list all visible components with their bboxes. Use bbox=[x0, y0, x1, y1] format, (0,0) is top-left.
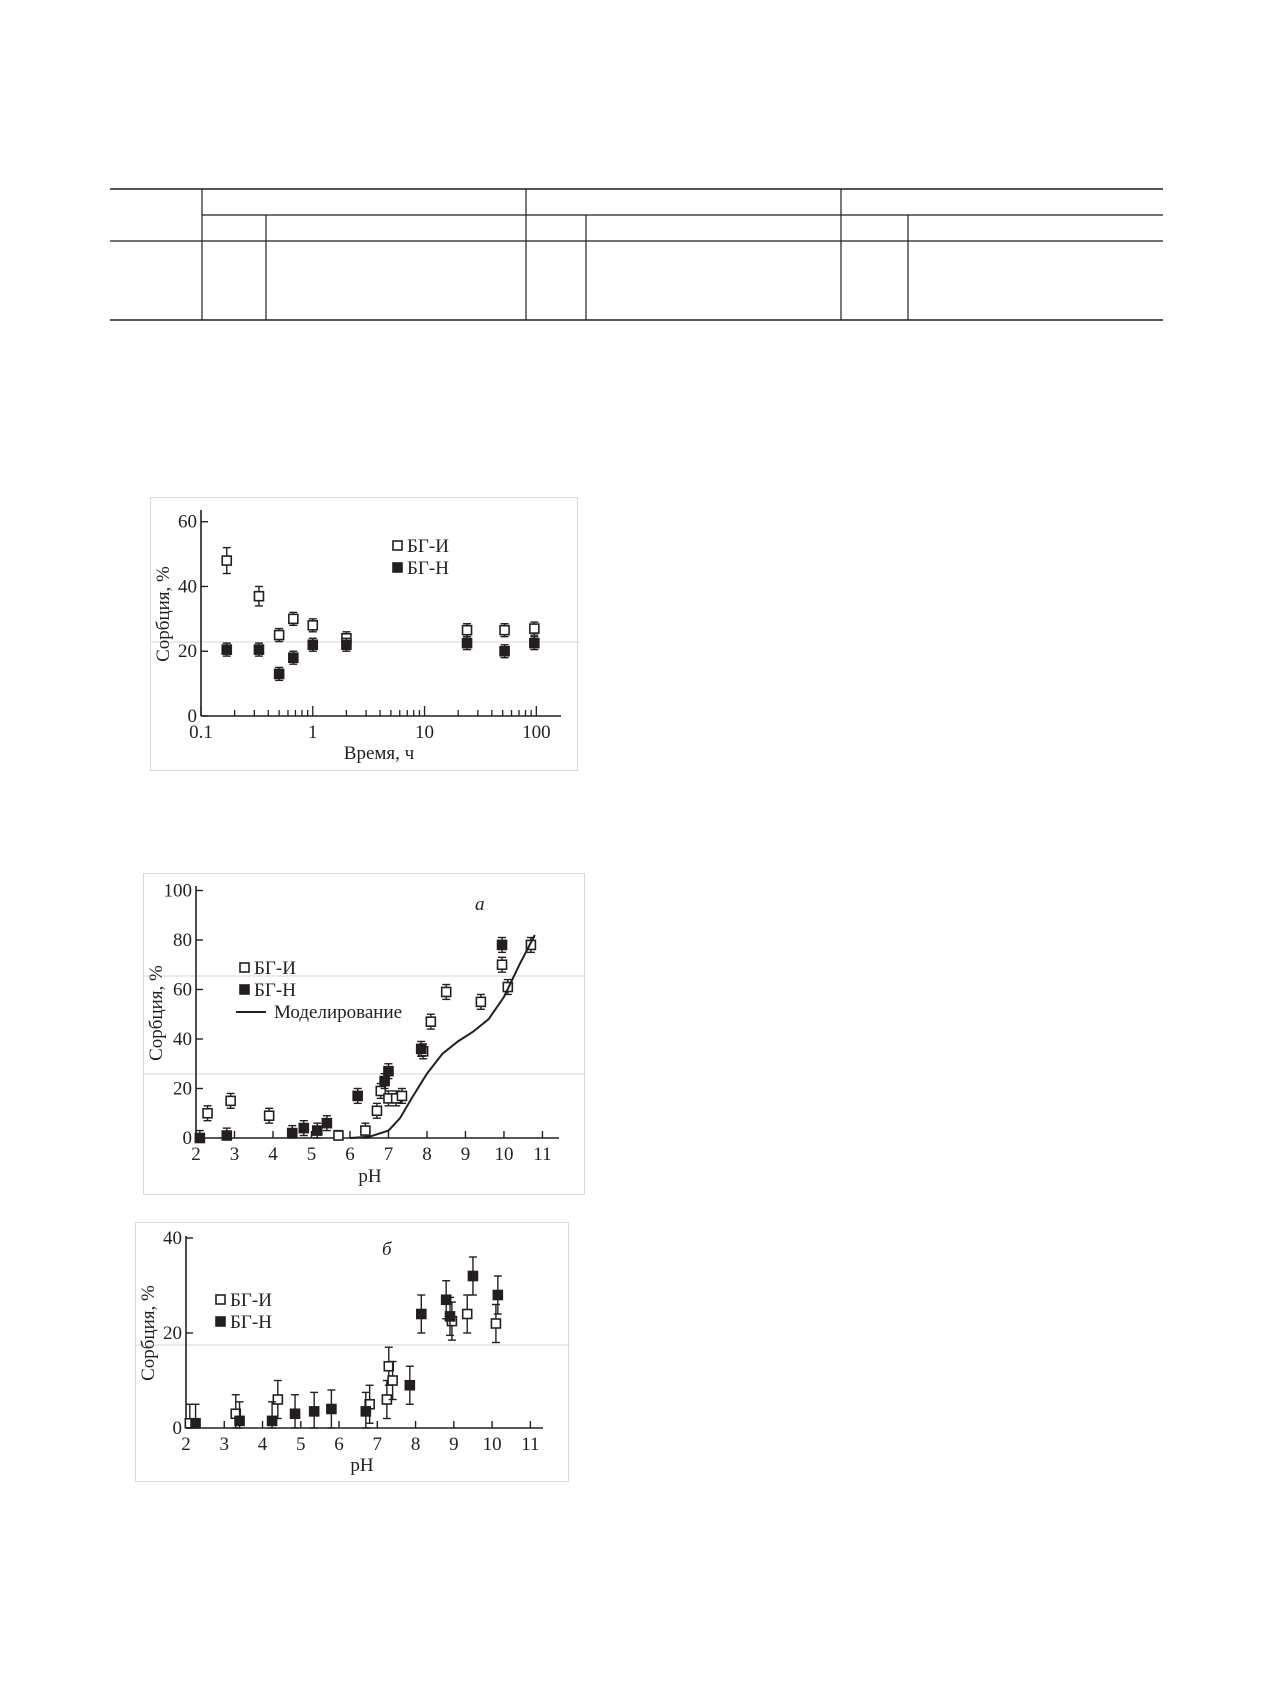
y-tick-label: 80 bbox=[173, 929, 192, 951]
x-tick-label: 9 bbox=[449, 1434, 459, 1455]
legend-label: БГ-И bbox=[254, 958, 296, 979]
data-point-open-square bbox=[397, 1091, 406, 1100]
y-tick-label: 20 bbox=[173, 1078, 192, 1100]
data-point-filled-square bbox=[405, 1381, 414, 1390]
data-point-open-square bbox=[530, 624, 539, 633]
x-tick-label: 3 bbox=[219, 1434, 230, 1455]
legend-filled-square-icon bbox=[216, 1317, 225, 1326]
panel-label: б bbox=[382, 1239, 392, 1260]
data-point-filled-square bbox=[468, 1272, 477, 1281]
data-point-filled-square bbox=[291, 1409, 300, 1418]
data-point-open-square bbox=[273, 1395, 282, 1404]
x-tick-label: 7 bbox=[372, 1434, 383, 1455]
chart-svg bbox=[144, 874, 586, 1196]
y-tick-label: 100 bbox=[163, 880, 192, 902]
x-axis-label: pH bbox=[358, 1166, 382, 1187]
x-tick-label: 10 bbox=[494, 1144, 514, 1165]
data-point-filled-square bbox=[313, 1126, 322, 1135]
y-tick-label: 0 bbox=[187, 706, 197, 727]
data-point-open-square bbox=[254, 592, 263, 601]
data-point-open-square bbox=[463, 1310, 472, 1319]
x-tick-label: 7 bbox=[383, 1144, 394, 1165]
data-point-filled-square bbox=[463, 639, 472, 648]
y-tick-label: 20 bbox=[178, 641, 197, 663]
data-point-filled-square bbox=[353, 1091, 362, 1100]
data-point-filled-square bbox=[384, 1067, 393, 1076]
legend-label: БГ-И bbox=[407, 536, 449, 557]
chart-sorption-vs-time bbox=[150, 497, 578, 771]
x-tick-label: 3 bbox=[229, 1144, 240, 1165]
data-point-open-square bbox=[491, 1319, 500, 1328]
y-tick-label: 40 bbox=[163, 1228, 182, 1249]
data-point-filled-square bbox=[275, 669, 284, 678]
data-point-filled-square bbox=[310, 1407, 319, 1416]
x-tick-label: 11 bbox=[521, 1434, 540, 1455]
data-point-filled-square bbox=[288, 1129, 297, 1138]
data-point-filled-square bbox=[446, 1312, 455, 1321]
legend-open-square-icon bbox=[240, 963, 249, 972]
y-tick-label: 40 bbox=[173, 1028, 192, 1050]
y-axis-label: Сорбция, % bbox=[146, 965, 167, 1061]
y-axis-label: Сорбция, % bbox=[153, 566, 174, 662]
data-point-filled-square bbox=[308, 640, 317, 649]
x-tick-label: 2 bbox=[191, 1144, 201, 1165]
data-point-open-square bbox=[265, 1111, 274, 1120]
data-point-open-square bbox=[222, 556, 231, 565]
x-tick-label: 9 bbox=[460, 1144, 471, 1165]
x-tick-label: 8 bbox=[410, 1434, 421, 1455]
chart-sorption-vs-ph-a bbox=[143, 873, 585, 1195]
data-point-open-square bbox=[289, 614, 298, 623]
x-axis-label: pH bbox=[350, 1455, 374, 1476]
x-tick-label: 10 bbox=[415, 722, 435, 743]
data-point-open-square bbox=[388, 1376, 397, 1385]
legend-filled-square-icon bbox=[240, 985, 249, 994]
x-tick-label: 100 bbox=[522, 722, 551, 743]
data-point-filled-square bbox=[195, 1134, 204, 1143]
legend-open-square-icon bbox=[393, 541, 402, 550]
data-point-open-square bbox=[226, 1096, 235, 1105]
data-point-open-square bbox=[308, 621, 317, 630]
x-tick-label: 10 bbox=[482, 1434, 502, 1455]
data-point-filled-square bbox=[361, 1407, 370, 1416]
data-point-open-square bbox=[372, 1106, 381, 1115]
data-point-filled-square bbox=[498, 940, 507, 949]
x-tick-label: 1 bbox=[308, 722, 318, 743]
y-tick-label: 40 bbox=[178, 576, 197, 598]
y-tick-label: 0 bbox=[182, 1128, 192, 1149]
x-tick-label: 6 bbox=[345, 1144, 355, 1165]
data-point-filled-square bbox=[327, 1405, 336, 1414]
legend-label: БГ-Н bbox=[230, 1312, 272, 1333]
legend-label: Моделирование bbox=[274, 1002, 403, 1023]
data-point-filled-square bbox=[299, 1124, 308, 1133]
y-tick-label: 60 bbox=[173, 979, 192, 1001]
legend-label: БГ-Н bbox=[407, 558, 449, 579]
data-point-open-square bbox=[442, 987, 451, 996]
x-tick-label: 5 bbox=[296, 1434, 306, 1455]
data-point-filled-square bbox=[500, 647, 509, 656]
x-tick-label: 8 bbox=[422, 1144, 432, 1165]
data-point-filled-square bbox=[530, 639, 539, 648]
data-point-filled-square bbox=[191, 1419, 200, 1428]
data-point-open-square bbox=[498, 960, 507, 969]
data-point-open-square bbox=[463, 626, 472, 635]
data-point-filled-square bbox=[268, 1416, 277, 1425]
panel-label: а bbox=[475, 894, 485, 915]
x-tick-label: 4 bbox=[268, 1144, 278, 1165]
data-point-filled-square bbox=[417, 1310, 426, 1319]
legend-open-square-icon bbox=[216, 1295, 225, 1304]
empty-table bbox=[110, 188, 1163, 321]
x-axis-label: Время, ч bbox=[343, 743, 415, 764]
x-tick-label: 2 bbox=[181, 1434, 191, 1455]
data-point-open-square bbox=[334, 1131, 343, 1140]
data-point-open-square bbox=[275, 631, 284, 640]
legend-filled-square-icon bbox=[393, 563, 402, 572]
chart-svg bbox=[151, 498, 579, 772]
x-tick-label: 0.1 bbox=[189, 722, 213, 743]
data-point-filled-square bbox=[493, 1291, 502, 1300]
x-tick-label: 11 bbox=[533, 1144, 552, 1165]
x-tick-label: 4 bbox=[257, 1434, 268, 1455]
data-point-filled-square bbox=[222, 1131, 231, 1140]
y-tick-label: 20 bbox=[163, 1323, 182, 1344]
x-tick-label: 6 bbox=[334, 1434, 344, 1455]
data-point-filled-square bbox=[254, 645, 263, 654]
y-tick-label: 60 bbox=[178, 511, 197, 533]
data-point-filled-square bbox=[342, 640, 351, 649]
data-point-filled-square bbox=[222, 645, 231, 654]
data-point-filled-square bbox=[322, 1119, 331, 1128]
y-axis-label: Сорбция, % bbox=[138, 1285, 159, 1381]
data-point-open-square bbox=[476, 997, 485, 1006]
data-point-open-square bbox=[361, 1126, 370, 1135]
data-point-filled-square bbox=[417, 1044, 426, 1053]
data-point-filled-square bbox=[289, 653, 298, 662]
chart-svg bbox=[136, 1223, 570, 1483]
data-point-open-square bbox=[426, 1017, 435, 1026]
chart-sorption-vs-ph-b bbox=[135, 1222, 569, 1482]
data-point-open-square bbox=[500, 626, 509, 635]
data-point-open-square bbox=[203, 1109, 212, 1118]
legend-label: БГ-И bbox=[230, 1290, 272, 1311]
data-point-filled-square bbox=[235, 1416, 244, 1425]
legend-label: БГ-Н bbox=[254, 980, 296, 1001]
x-tick-label: 5 bbox=[306, 1144, 317, 1165]
y-tick-label: 0 bbox=[172, 1418, 182, 1439]
